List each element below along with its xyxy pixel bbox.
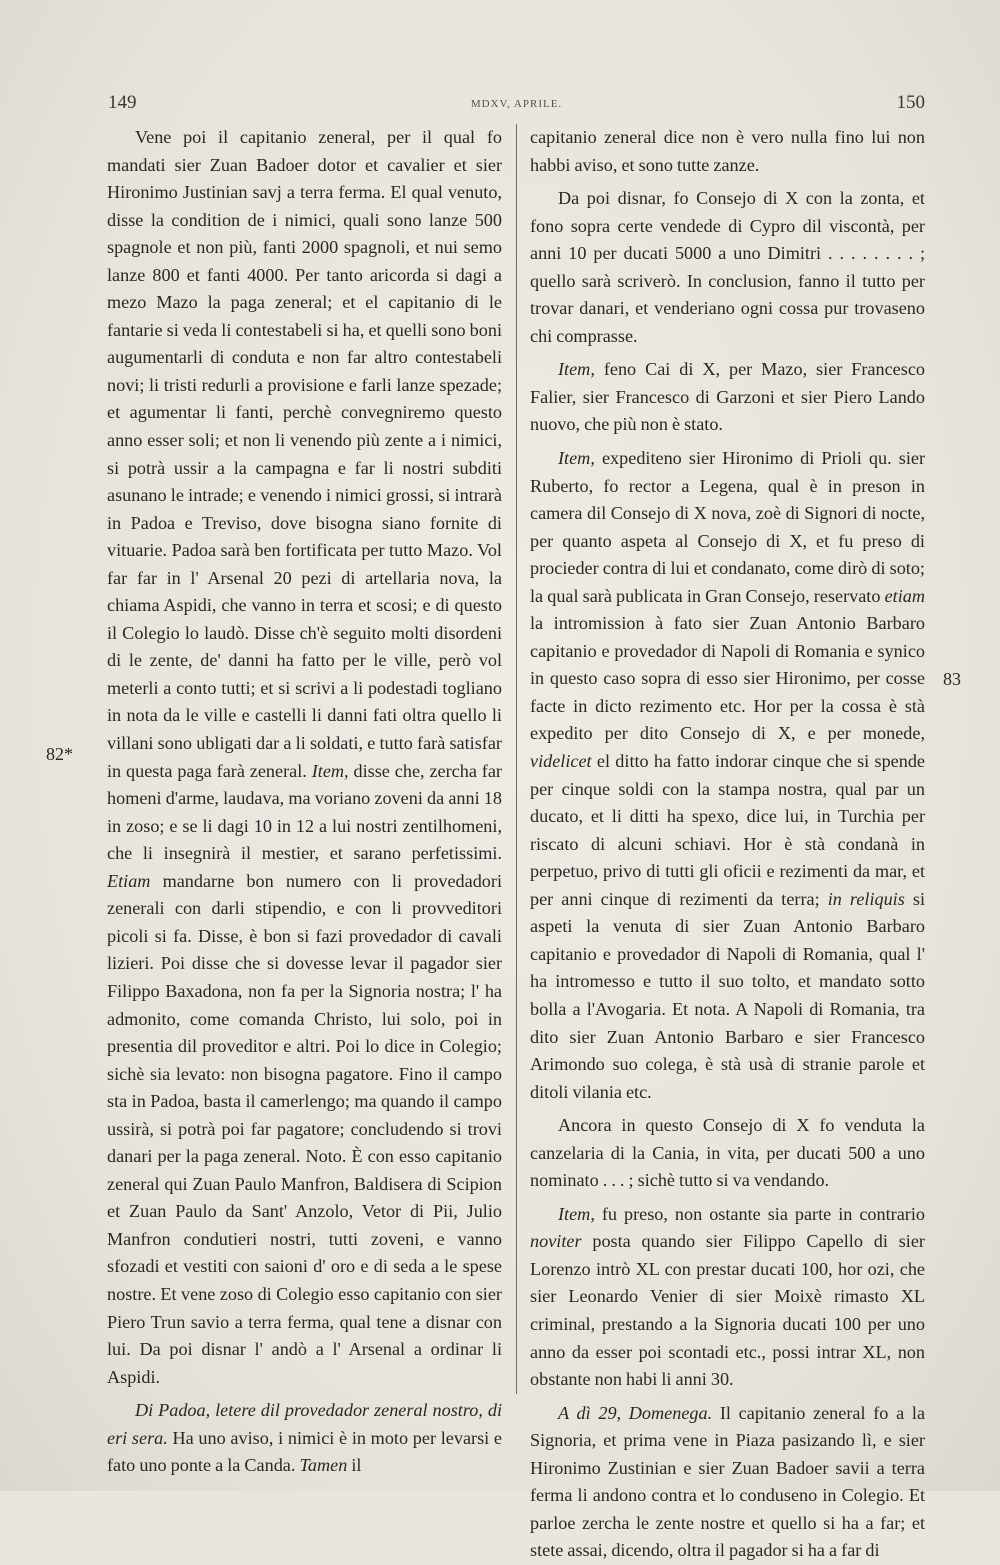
paragraph: Di Padoa, letere dil provedador zeneral nostro, di eri sera. Ha uno aviso, i nimici è in moto per levarsi e fato uno ponte a la Canda. Tamen il — [107, 1400, 502, 1476]
paragraph: Da poi disnar, fo Consejo di X con la zonta, et fono sopra certe vendede di Cypro dil viscontà, per anni 10 per ducati 5000 a uno Dimitri . . . . . . . . ; quello sarà scriverò. In conclusion, fanno il tutto per trovar danari, et venderiano ogni cossa pur trovaseno chi comprasse. — [530, 188, 925, 346]
left-column — [107, 124, 502, 1480]
paragraph: A dì 29, Domenega. Il capitanio zeneral fo a la Signoria, et prima vene in Piaza pasizando lì, e sier Hironimo Zustinian e sier Zuan Badoer savii a terra ferma li andono contra et lo conduseno in Colegio. Et parloe zercha le zente nostre et quello si ha a far; et stete assai, dicendo, oltra il pagador si ha a far di — [530, 1402, 926, 1561]
paragraph: Vene poi il capitanio zeneral, per il qual fo mandati sier Zuan Badoer dotor et cavalier et sier Hironimo Justinian savj a terra ferma. El qual venuto, disse la condition de i nimici, quali sono lanze 500 spagnole et non più, fanti 2000 spagnoli, et nui semo lanze 800 et fanti 4000. Per tanto aricorda si dagi a mezo Mazo la paga zeneral; et el capitanio di le fantarie si veda li contestabeli si ha, et quelli sono boni augumentarli di conduta e non far altro contestabeli novi; li tristi redurli a provisione e farli lanze spezade; et agumentar li fanti, perchè convegniremo questo anno esser soli; et non li venendo più zente a i nimici, si potrà ussir a la campagna e far li nostri subditi asunano le intrade; e venendo i nimici grossi, si intrarà in Padoa e Treviso, dove bisogna siano fornite di vituarie. Padoa sarà ben fortificata per tutto Mazo. Vol far far in l' Arsenal 20 pezi di artellaria nova, la chiama Aspidi, che vanno in terra et scosi; e di questo il Colegio lo laudò. Disse ch'è seguito molti disordeni di le zente, de' danni ha fatto per le ville, però vol meterli a conto tutti; et si scrivi a li podestadi togliano in nota da le ville e castelli li danni fati oltra quello li villani sono ubligati dar a li soldati, e tutto farà satisfar in questa paga farà zeneral. Item, disse che, zercha far homeni d'arme, laudava, ma voriano zoveni da anni 18 in zoso; e se li dagi 10 in 12 a lui nostri zentilhomeni, che li insegnirà il mestier, et sarano perfetissimi. Etiam mandarne bon numero con li provedadori zenerali con darli stipendio, e con li provveditori picoli si fa. Disse, è bon si fazi provedador di cavali lizieri. Poi disse che si dovesse levar il pagador sier Filippo Baxadona, non fa per la Signoria nostra; l' ha admonito, come comanda Christo, lui solo, poi in presentia dil proveditor e altri. Poi lo dice in Colegio; sichè sia levato: non bisogna pagatore. Fino il campo sta in Padoa, basta il camerlengo; ma quando il campo ussirà, si potrà poi far pagatore; concludendo si trovi danari per la paga zeneral. Noto. È con esso capitanio zeneral qui Zuan Paulo Manfron, Baldisera di Scipion et Zuan Paulo da Sant' Anzolo, Vetor di Pii, Julio Manfron condutieri nostri, tutti zoveni, e vanno sfozadi et vestiti con saioni d' oro e di seda a le spese nostre. Et vene zoso di Colegio esso capitanio con sier Piero Trun savio a terra ferma, qual tene a disnar con lui. Da poi disnar l' andò a l' Arsenal a ordinar li Aspidi. — [107, 127, 502, 1387]
running-title: MDXV, APRILE. — [470, 98, 563, 110]
column-divider — [516, 124, 517, 1394]
page-number-left: 149 — [108, 92, 137, 113]
margin-note-left: 82* — [46, 744, 73, 764]
paragraph: capitanio zeneral dice non è vero nulla fino lui non habbi aviso, et sono tutte zanze. — [530, 127, 925, 175]
paragraph: Item, fu preso, non ostante sia parte in contrario noviter posta quando sier Filippo Capello di sier Lorenzo intrò XL con prestar ducati 100, hor ozi, che sier Leonardo Venier di sier Moixè rimasto XL criminal, prestando a la Signoria ducati 100 per uno anno da esser poi scontadi etc., possi intrar XL, non obstante non habi li anni 30. — [530, 1203, 925, 1390]
paragraph: Ancora in questo Consejo di X fo venduta la canzelaria di la Cania, in vita, per ducati 500 a uno nominato . . . ; sichè tutto si va vendando. — [530, 1115, 925, 1191]
paragraph: Item, feno Cai di X, per Mazo, sier Francesco Falier, sier Francesco di Garzoni et sier Piero Lando nuovo, che più non è stato. — [530, 359, 925, 435]
right-column — [530, 124, 925, 1565]
margin-note-right: 83 — [943, 669, 961, 689]
page-number-right: 150 — [896, 92, 925, 113]
running-header — [108, 92, 925, 120]
paragraph: Item, expediteno sier Hironimo di Prioli qu. sier Ruberto, fo rector a Legena, qual è in preson in camera dil Consejo di X nova, zoè di Signori di nocte, per quanto aspeta al Consejo di X, et fu preso di procieder contra di lui et condanato, come dirò di soto; la qual sarà publicata in Gran Consejo, reservato etiam la intromission à fato sier Zuan Antonio Barbaro capitanio e provedador di Napoli di Romania e synico in questo caso sopra di esso sier Hironimo, per cosse facte in dicto rezimento etc. Hor per la cossa è stà expedito per dito Consejo di X, e per monede, videlicet el ditto ha fatto indorar cinque che si spende per cinque soldi con la stampa nostra, qual par un ducato, et li ditti ha spexo, dice lui, in Turchia per riscato di alcuni schiavi. Hor è stà condanà in perpetuo, privo di tutti gli oficii e rezimenti da mar, et per anni cinque di rezimenti da terra; in reliquis si aspeti la venuta di sier Zuan Antonio Barbaro capitanio e provedador di Napoli di Romania, qual l' ha intromesso e tutto il suo tolto, et mandato sotto bolla a l'Avogaria. Et nota. A Napoli di Romania, tra dito sier Zuan Antonio Barbaro e sier Francesco Arimondo suo colega, è stà usà di stranie parole et ditoli vilania etc. — [530, 448, 926, 1102]
